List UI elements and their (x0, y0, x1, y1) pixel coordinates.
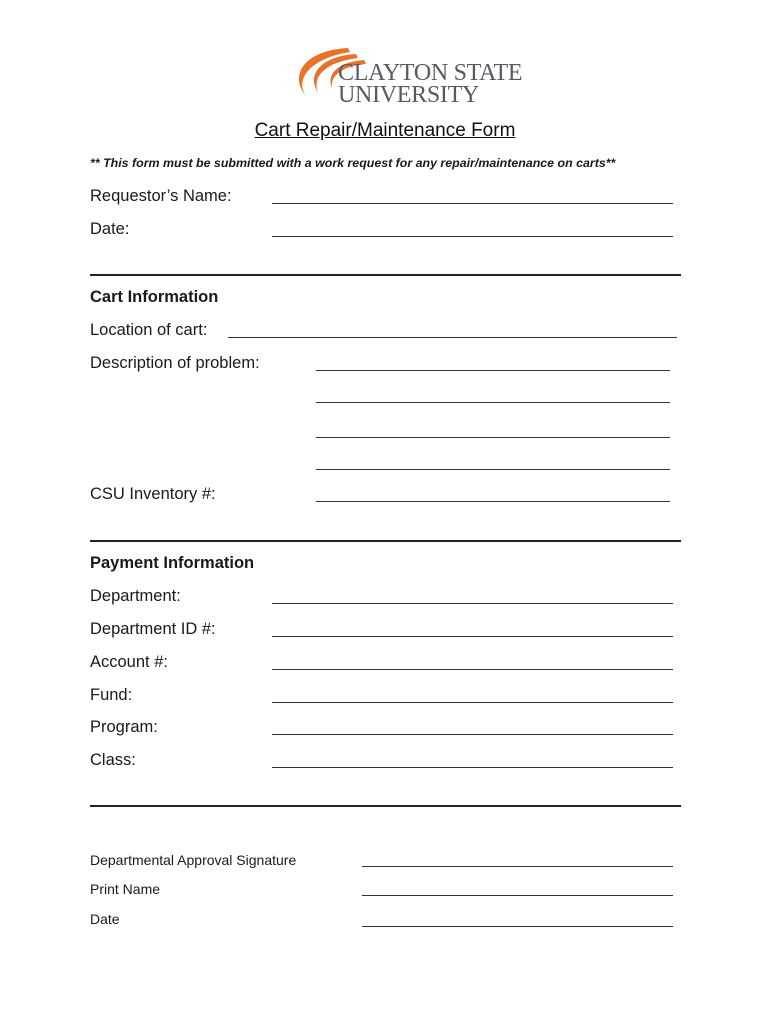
class-field[interactable] (272, 767, 673, 768)
section-divider (90, 805, 681, 807)
payment-information-heading: Payment Information (90, 554, 255, 572)
cart-information-heading: Cart Information (90, 288, 219, 306)
description-field-line-3[interactable] (316, 437, 670, 438)
fund-field[interactable] (272, 702, 673, 703)
approval-signature-label: Departmental Approval Signature (90, 852, 297, 868)
requestor-name-label: Requestor’s Name: (90, 187, 232, 205)
department-label: Department: (90, 587, 181, 605)
print-name-label: Print Name (90, 881, 161, 897)
description-field-line-1[interactable] (316, 370, 670, 371)
location-of-cart-label: Location of cart: (90, 321, 208, 339)
form-title: Cart Repair/Maintenance Form (254, 120, 516, 141)
description-field-line-4[interactable] (316, 469, 670, 470)
department-field[interactable] (272, 603, 673, 604)
program-field[interactable] (272, 734, 673, 735)
logo-text-line2: UNIVERSITY (338, 82, 479, 108)
logo-text-line1: CLAYTON STATE (338, 60, 523, 86)
csu-inventory-field[interactable] (316, 501, 670, 502)
location-of-cart-field[interactable] (228, 337, 677, 338)
section-divider (90, 274, 681, 276)
approval-date-field[interactable] (362, 926, 673, 927)
approval-signature-field[interactable] (362, 866, 673, 867)
print-name-field[interactable] (362, 895, 673, 896)
csu-inventory-label: CSU Inventory #: (90, 485, 216, 503)
department-id-field[interactable] (272, 636, 673, 637)
program-label: Program: (90, 718, 158, 736)
requestor-name-field[interactable] (272, 203, 673, 204)
description-of-problem-label: Description of problem: (90, 354, 260, 372)
description-field-line-2[interactable] (316, 402, 670, 403)
section-divider (90, 540, 681, 542)
class-label: Class: (90, 751, 136, 769)
account-field[interactable] (272, 669, 673, 670)
account-label: Account #: (90, 653, 168, 671)
department-id-label: Department ID #: (90, 620, 216, 638)
approval-date-label: Date (90, 911, 120, 927)
date-field[interactable] (272, 236, 673, 237)
form-note: ** This form must be submitted with a work request for any repair/maintenance on carts** (90, 156, 616, 170)
date-label: Date: (90, 220, 130, 238)
fund-label: Fund: (90, 686, 133, 704)
